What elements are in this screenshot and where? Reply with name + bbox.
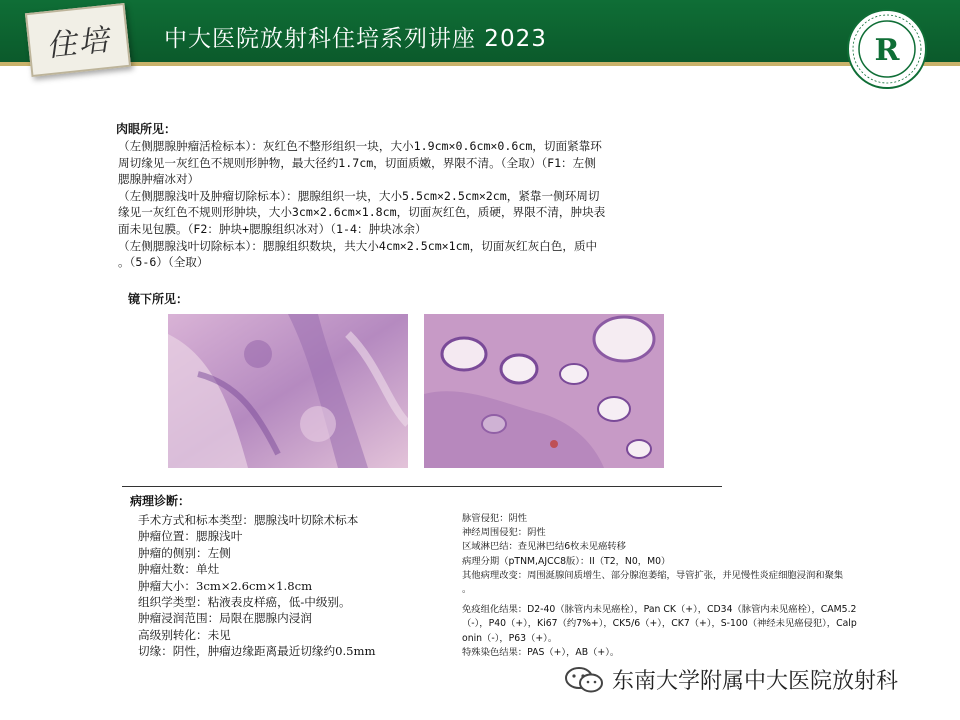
hospital-seal-icon xyxy=(846,8,928,90)
footer-watermark xyxy=(564,664,898,695)
section-divider xyxy=(122,486,722,487)
detail-line: 神经周围侵犯：阴性 xyxy=(462,527,546,539)
gross-line: 面未见包膜。（F2：肿块+腮腺组织冰对）（1-4：肿块冰余） xyxy=(118,221,427,236)
diagnosis-line: 肿瘤位置：腮腺浅叶 xyxy=(138,529,243,544)
gross-line: （左侧腮腺浅叶及肿瘤切除标本）：腮腺组织一块，大小5.5cm×2.5cm×2cm，紧靠一侧环周切 xyxy=(118,188,600,203)
detail-line: 特殊染色结果：PAS（+），AB（+）。 xyxy=(462,646,620,658)
diagnosis-line: 肿瘤的侧别：左侧 xyxy=(138,545,231,560)
detail-line: 病理分期（pTNM,AJCC8版）：II（T2，N0，M0） xyxy=(462,555,671,567)
detail-line: onin（-），P63（+）。 xyxy=(462,632,558,644)
diagnosis-line: 切缘：阴性，肿瘤边缘距离最近切缘约0.5mm xyxy=(138,644,376,659)
detail-line: 区域淋巴结：查见淋巴结6枚未见癌转移 xyxy=(462,541,626,553)
logo-text: 住培 xyxy=(44,22,113,65)
detail-line: 。 xyxy=(462,584,472,596)
diagnosis-line: 组织学类型：粘液表皮样癌，低-中级别。 xyxy=(138,595,351,610)
detail-line: 免疫组化结果：D2-40（脉管内未见癌栓），Pan CK（+），CD34（脉管内未见癌栓），CAM5.2 xyxy=(462,604,857,616)
gross-line: 缘见一灰红色不规则形肿块，大小3cm×2.6cm×1.8cm，切面灰红色，质硬，界限不清，肿块表 xyxy=(118,205,606,220)
slide-title: 中大医院放射科住培系列讲座 2023 xyxy=(164,26,547,52)
header-divider xyxy=(0,62,960,66)
diagnosis-line: 肿瘤大小：3cm×2.6cm×1.8cm xyxy=(138,578,313,593)
diagnosis-line: 高级别转化：未见 xyxy=(138,627,231,642)
microscopy-heading: 镜下所见： xyxy=(128,292,189,306)
diagnosis-summary xyxy=(138,512,438,660)
gross-findings xyxy=(118,138,704,271)
diagnosis-details xyxy=(462,512,922,660)
wechat-icon xyxy=(564,665,606,695)
gross-line: （左侧腮腺浅叶切除标本）：腮腺组织数块，共大小4cm×2.5cm×1cm，切面灰红灰白色，质中 xyxy=(118,238,598,253)
gross-heading: 肉眼所见： xyxy=(116,122,177,136)
diagnosis-line: 肿瘤浸润范围：局限在腮腺内浸润 xyxy=(138,611,312,626)
gross-line: （左侧腮腺肿瘤活检标本）：灰红色不整形组织一块，大小1.9cm×0.6cm×0.6cm，切面紧靠环 xyxy=(118,139,602,153)
histology-image-left xyxy=(168,314,408,468)
gross-line: 腮腺肿瘤冰对） xyxy=(118,172,200,187)
gross-line: 周切缘见一灰红色不规则形肿物，最大径约1.7cm，切面质嫩，界限不清。（全取）（F1：左侧 xyxy=(118,155,596,170)
detail-line: 脉管侵犯：阴性 xyxy=(462,513,528,524)
seal-letter: R xyxy=(874,33,900,68)
detail-line: 其他病理改变：周围涎腺间质增生、部分腺泡萎缩，导管扩张，并见慢性炎症细胞浸润和聚集 xyxy=(462,569,844,581)
diagnosis-line: 手术方式和标本类型：腮腺浅叶切除术标本 xyxy=(138,513,359,527)
detail-line: （-），P40（+），Ki67（约7%+），CK5/6（+），CK7（+），S-100（神经未见癌侵犯），Calp xyxy=(462,618,857,630)
histology-image-right xyxy=(424,314,664,468)
gross-line: 。（5-6）（全取） xyxy=(118,255,209,270)
footer-text: 东南大学附属中大医院放射科 xyxy=(612,669,899,694)
diagnosis-heading: 病理诊断： xyxy=(130,494,191,508)
training-logo xyxy=(25,3,131,77)
diagnosis-line: 肿瘤灶数：单灶 xyxy=(138,562,220,577)
